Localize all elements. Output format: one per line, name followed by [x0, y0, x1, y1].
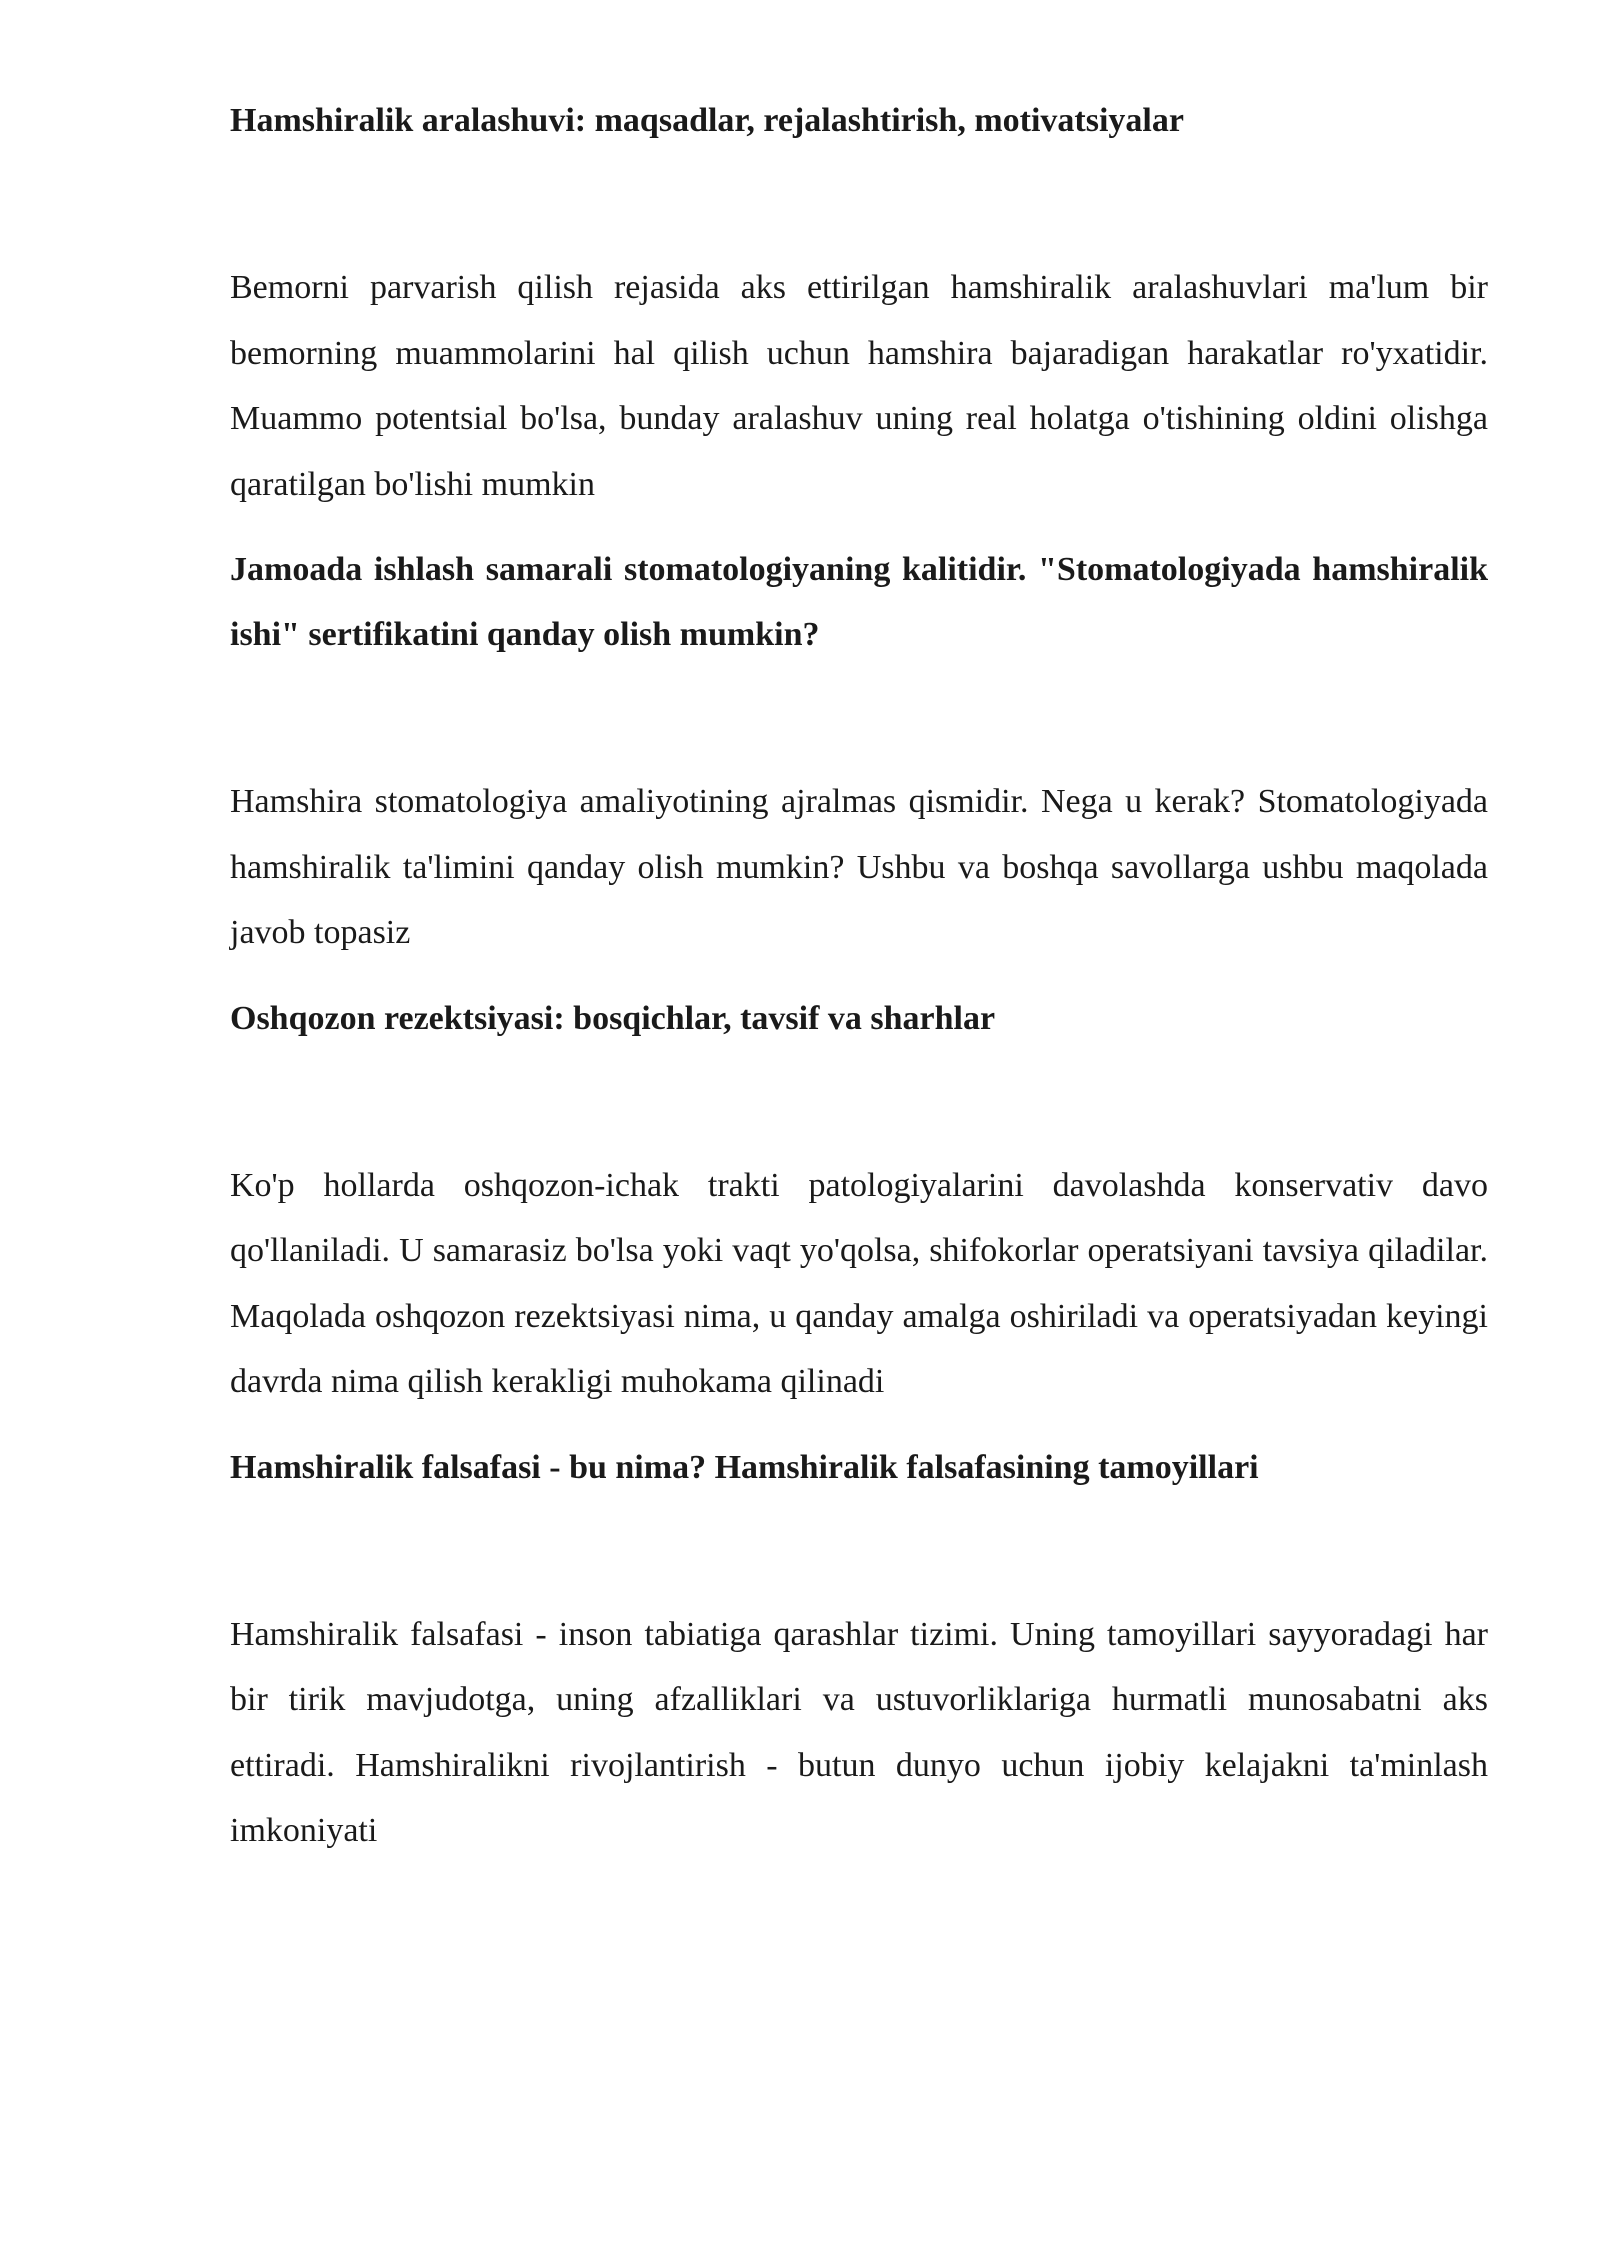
spacer: [230, 1500, 1488, 1602]
section-paragraph: Ko'p hollarda oshqozon-ichak trakti patologiyalarini davolashda konservativ davo qo'llaniladi. U samarasiz bo'lsa yoki vaqt yo'qolsa, shifokorlar operatsiyani tavsiya qiladilar. Maqolada oshqozon rezektsiyasi nima, u qanday amalga oshiriladi va operatsiyadan keyingi davrda nima qilish kerakligi muhokama qilinadi: [230, 1166, 1488, 1400]
document-page: [230, 88, 1488, 1864]
spacer: [230, 153, 1488, 255]
spacer: [230, 966, 1488, 986]
section-heading: Hamshiralik aralashuvi: maqsadlar, rejalashtirish, motivatsiyalar: [230, 102, 1184, 139]
section-paragraph: Hamshiralik falsafasi - inson tabiatiga qarashlar tizimi. Uning tamoyillari sayyoradagi har bir tirik mavjudotga, uning afzalliklari va ustuvorliklariga hurmatli munosabatni aks ettiradi. Hamshiralikni rivojlantirish - butun dunyo uchun ijobiy kelajakni ta'minlash imkoniyati: [230, 1615, 1488, 1849]
section-heading: Jamoada ishlash samarali stomatologiyaning kalitidir. "Stomatologiyada hamshiralik ishi" sertifikatini qanday olish mumkin?: [230, 551, 1488, 653]
spacer: [230, 1051, 1488, 1153]
section-heading: Oshqozon rezektsiyasi: bosqichlar, tavsif va sharhlar: [230, 999, 996, 1037]
spacer: [230, 517, 1488, 537]
section-paragraph: Hamshira stomatologiya amaliyotining ajralmas qismidir. Nega u kerak? Stomatologiyada hamshiralik ta'limini qanday olish mumkin? Ushbu va boshqa savollarga ushbu maqolada javob topasiz: [230, 783, 1488, 951]
section-paragraph: Bemorni parvarish qilish rejasida aks ettirilgan hamshiralik aralashuvlari ma'lum bir bemorning muammolarini hal qilish uchun hamshira bajaradigan harakatlar ro'yxatidir. Muammo potentsial bo'lsa, bunday aralashuv uning real holatga o'tishining oldini olishga qaratilgan bo'lishi mumkin: [230, 269, 1488, 503]
spacer: [230, 667, 1488, 769]
spacer: [230, 1415, 1488, 1435]
section-heading: Hamshiralik falsafasi - bu nima? Hamshiralik falsafasining tamoyillari: [230, 1448, 1259, 1486]
